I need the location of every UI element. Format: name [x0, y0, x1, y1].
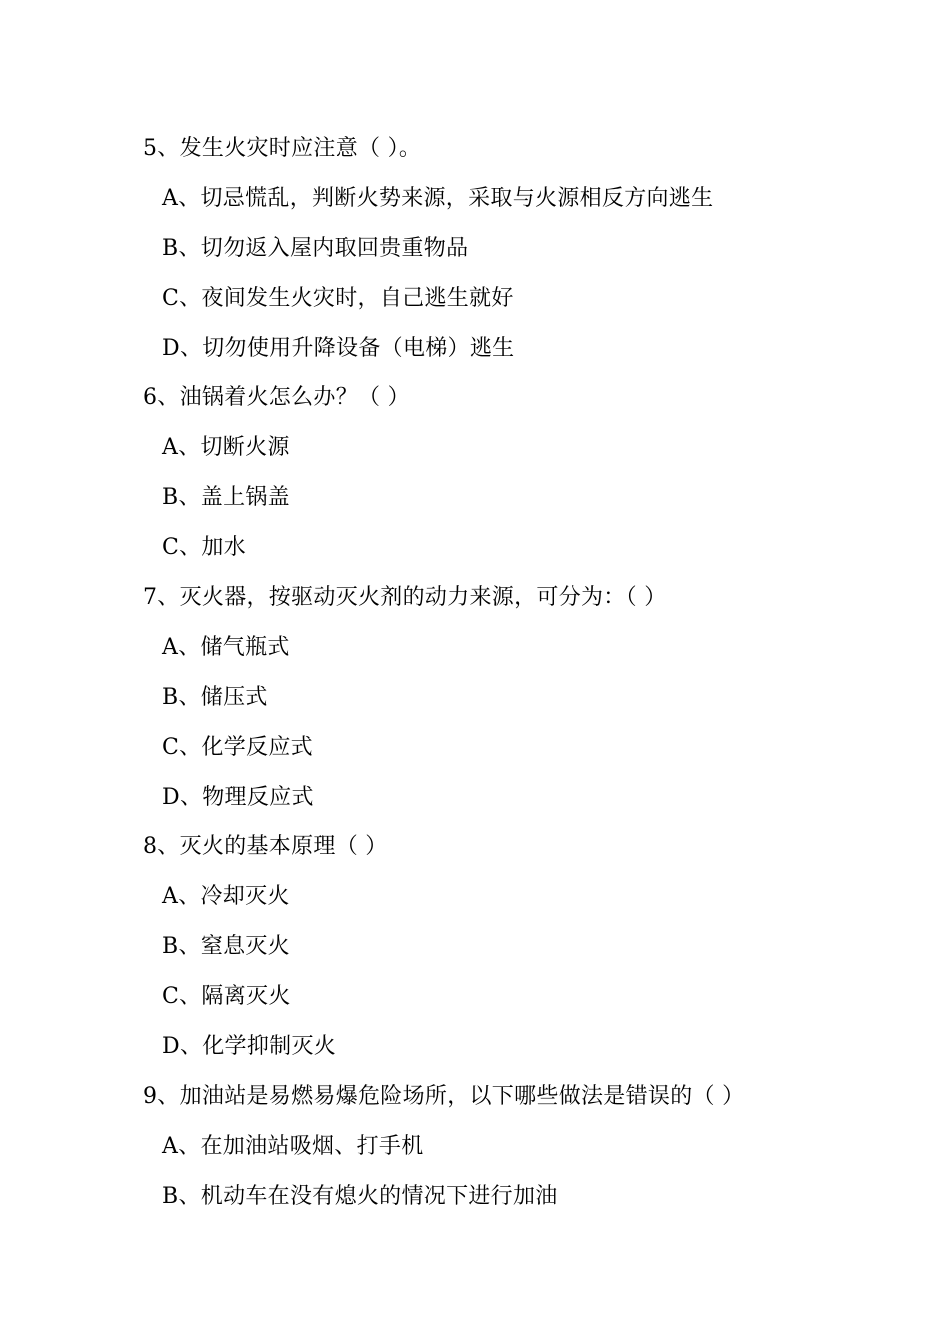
question-list [0, 129, 950, 1227]
question-5-option-c: C、夜间发生火灾时，自己逃生就好 [162, 285, 514, 311]
question-7: 7、灭火器，按驱动灭火剂的动力来源，可分为：（ ） [143, 585, 667, 611]
question-7-option-d: D、物理反应式 [162, 784, 314, 810]
question-5-option-d: D、切勿使用升降设备（电梯）逃生 [162, 335, 515, 361]
question-7-option-b: B、储压式 [162, 684, 268, 710]
question-6: 6、油锅着火怎么办？（ ） [143, 385, 410, 411]
question-9: 9、加油站是易燃易爆危险场所，以下哪些做法是错误的（ ） [143, 1083, 745, 1109]
question-6-option-a: A、切断火源 [162, 435, 290, 461]
question-9-option-a: A、在加油站吸烟、打手机 [162, 1133, 424, 1159]
question-5: 5、发生火灾时应注意（ ）。 [143, 136, 422, 161]
question-6-option-c: C、加水 [162, 535, 247, 561]
question-8-option-b: B、窒息灭火 [162, 934, 290, 960]
question-5-option-a: A、切忌慌乱，判断火势来源，采取与火源相反方向逃生 [162, 185, 714, 211]
question-7-option-c: C、化学反应式 [162, 734, 313, 760]
question-8-option-a: A、冷却灭火 [162, 884, 290, 910]
question-8: 8、灭火的基本原理（ ） [143, 834, 388, 860]
question-7-option-a: A、储气瓶式 [162, 634, 290, 660]
question-6-option-b: B、盖上锅盖 [162, 485, 290, 511]
question-5-option-b: B、切勿返入屋内取回贵重物品 [162, 235, 469, 261]
question-9-option-b: B、机动车在没有熄火的情况下进行加油 [162, 1183, 558, 1209]
question-8-option-d: D、化学抑制灭火 [162, 1034, 337, 1060]
question-8-option-c: C、隔离灭火 [162, 984, 291, 1010]
